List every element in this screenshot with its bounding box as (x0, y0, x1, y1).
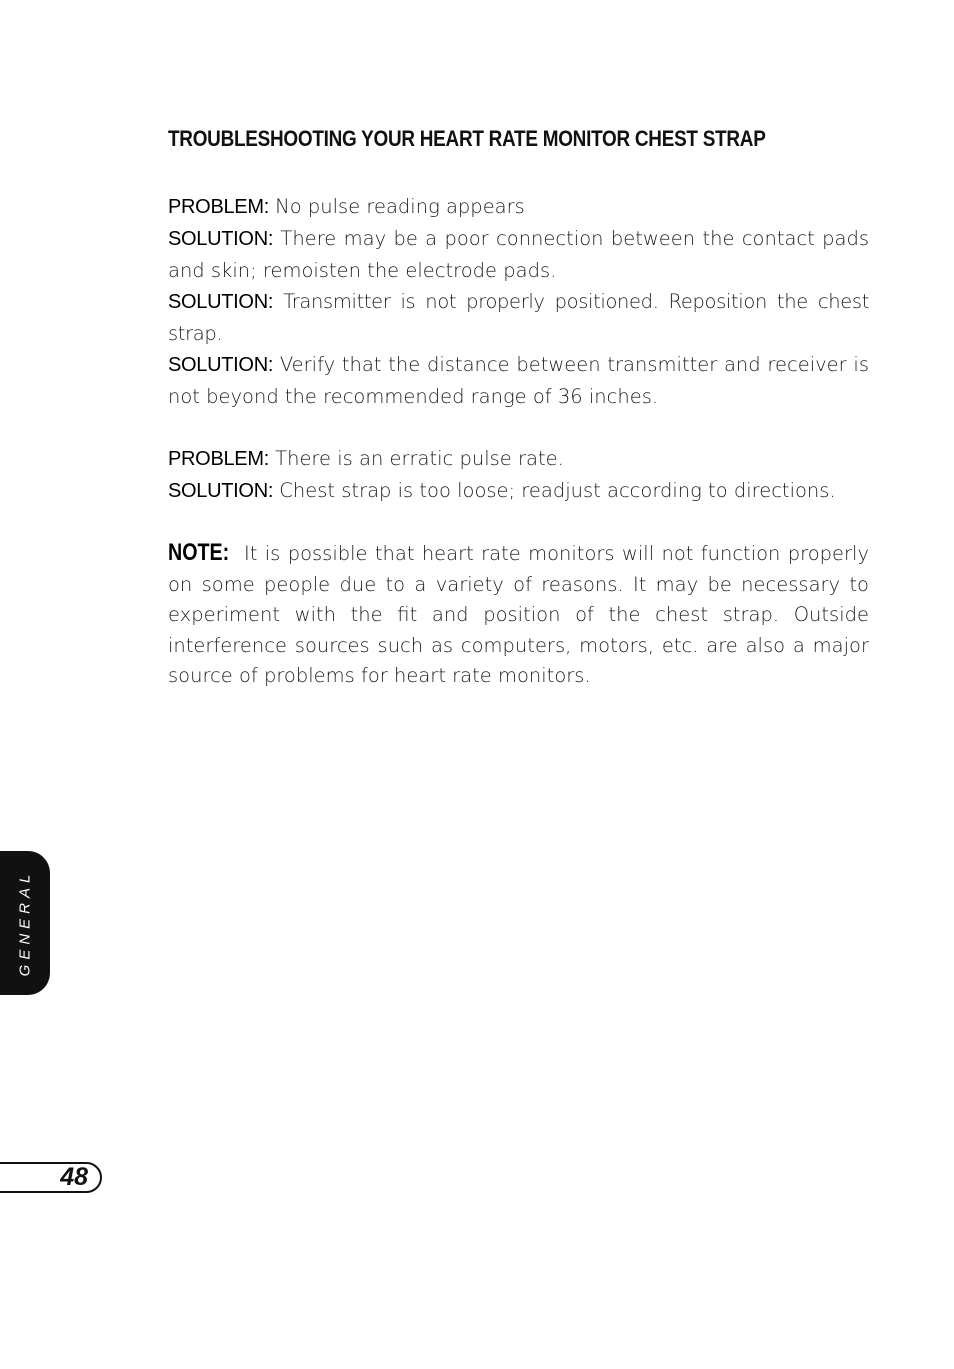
solution-label: SOLUTION: (168, 291, 274, 313)
side-tab-label: GENERAL (16, 869, 34, 977)
problem-label: PROBLEM: (168, 448, 269, 470)
page-number-tab (0, 1162, 102, 1193)
problem-block-1 (168, 191, 869, 412)
solution-label: SOLUTION: (168, 480, 274, 502)
solution-line (168, 286, 869, 349)
solution-text: There may be a poor connection between the contact pads and skin; remoisten the electrode pads. (168, 227, 869, 282)
solution-text: Transmitter is not properly positioned. Reposition the chest strap. (168, 290, 869, 345)
problem-line (168, 191, 869, 223)
problem-line (168, 443, 869, 475)
note-text: It is possible that heart rate monitors will not function properly on some people due to a variety of reasons. It may be necessary to experiment with the fit and position of the chest strap. Outside interference sources such as computers, motors, etc. are also a major source of problems for heart rate monitors. (168, 542, 869, 687)
section-side-tab (0, 851, 50, 995)
solution-text: Verify that the distance between transmitter and receiver is not beyond the recommended range of 36 inches. (168, 353, 869, 408)
solution-label: SOLUTION: (168, 228, 274, 250)
solution-text: Chest strap is too loose; readjust according to directions. (273, 479, 836, 502)
solution-line (168, 349, 869, 412)
note-label: NOTE: (168, 539, 230, 566)
page-content (168, 124, 869, 692)
page-number: 48 (60, 1163, 88, 1191)
solution-label: SOLUTION: (168, 354, 274, 376)
problem-block-2 (168, 443, 869, 507)
solution-line (168, 475, 869, 507)
problem-text: There is an erratic pulse rate. (268, 447, 564, 470)
problem-text: No pulse reading appears (268, 195, 525, 218)
problem-label: PROBLEM: (168, 196, 269, 218)
note-paragraph (168, 538, 869, 692)
section-title: TROUBLESHOOTING YOUR HEART RATE MONITOR CHEST STRAP (168, 126, 766, 151)
solution-line (168, 223, 869, 286)
